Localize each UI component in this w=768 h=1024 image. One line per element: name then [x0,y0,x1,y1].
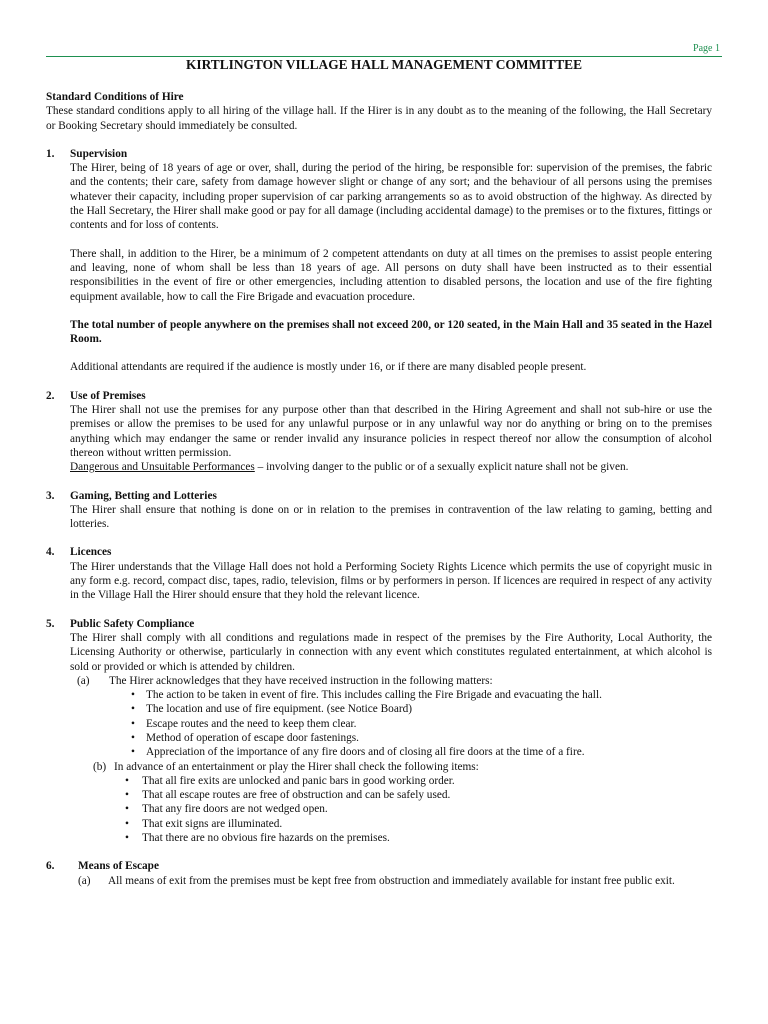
sub-item-label: (a) [77,674,90,687]
list-item: • That exit signs are illuminated. [125,817,283,830]
sub-item-text: In advance of an entertainment or play the Hirer shall check the following items: [114,760,479,773]
document-body [46,90,712,888]
list-item: • That all fire exits are unlocked and panic bars in good working order. [125,774,455,787]
paragraph-text: – involving danger to the public or of a sexually explicit nature shall not be given. [254,461,629,474]
section-number: 1. [46,147,55,160]
section-use-of-premises [46,389,712,475]
document-title: KIRTLINGTON VILLAGE HALL MANAGEMENT COMMITTEE [185,57,583,72]
sub-item-a [77,674,712,688]
list-item: • That any fire doors are not wedged open. [125,803,328,816]
section-licences [46,545,712,602]
list-item: • The action to be taken in event of fire. This includes calling the Fire Brigade and evacuating the hall. [131,689,602,702]
section-heading: Licences [70,546,112,559]
paragraph: Additional attendants are required if the audience is mostly under 16, or if there are many disabled people present. [70,361,587,374]
section-number: 2. [46,389,55,402]
section-number: 4. [46,546,55,559]
list-item: • Appreciation of the importance of any fire doors and of closing all fire doors at the time of a fire. [131,746,585,759]
sub-item-label: (b) [93,760,107,773]
sub-item-a [46,874,712,888]
section-public-safety [46,617,712,846]
paragraph: The Hirer shall not use the premises for any purpose other than that described in the Hiring Agreement and shall not sub-hire or use the premises or allow the premises to be used for any unlawful purpose or in any unlawful way nor do anything or bring on to the premises anything which may endanger the same or render invalid any insurance policies in respect thereof nor allow the consumption of alcohol thereon without written permission. [70,404,712,459]
section-number: 6. [46,860,55,873]
paragraph: The Hirer, being of 18 years of age or over, shall, during the period of the hiring, be responsible for: supervision of the premises, the fabric and the contents; their care, safety from damage however slight or change of any sort; and the behaviour of all persons using the premises whatever their capacity, including proper supervision of car parking arrangements so as to avoid obstruction of the highway. As directed by the Hall Secretary, the Hirer shall make good or pay for all damage (including accidental damage) to the premises or to the fixtures, fittings or contents and for loss of contents. [70,162,712,232]
sub-item-text: The Hirer acknowledges that they have received instruction in the following matters: [109,674,493,687]
sub-item-b [93,760,712,774]
intro-text: These standard conditions apply to all hiring of the village hall. If the Hirer is in any doubt as to the meaning of the following, the Hall Secretary or Booking Secretary should immediately be consulted. [46,105,712,132]
list-item: • Escape routes and the need to keep them clear. [131,717,357,730]
section-gaming [46,489,712,532]
underlined-term: Dangerous and Unsuitable Performances [70,461,255,474]
fire-instruction-list [108,688,712,759]
section-number: 3. [46,489,55,502]
section-heading: Gaming, Betting and Lotteries [70,489,217,502]
paragraph: There shall, in addition to the Hirer, be a minimum of 2 competent attendants on duty at all times on the premises to assist people entering and leaving, none of whom shall be less than 18 years of age. All persons on duty shall have been instructed as to their essential responsibilities in the event of fire or other emergencies, including attention to disabled persons, the location and use of the fire fighting equipment available, how to call the Fire Brigade and evacuation procedure. [70,247,712,303]
section-heading: Public Safety Compliance [70,617,195,630]
section-heading: Use of Premises [70,389,146,402]
list-item: • That all escape routes are free of obstruction and can be safely used. [125,789,451,802]
capacity-notice: The total number of people anywhere on the premises shall not exceed 200, or 120 seated, in the Main Hall and 35 seated in the Hazel Room. [70,318,712,346]
section-number: 5. [46,617,55,630]
paragraph: The Hirer shall comply with all conditions and regulations made in respect of the premises by the Fire Authority, Local Authority, the Licensing Authority or otherwise, particularly in connection with any event which constitutes regulated entertainment, at which alcohol is sold or provided or which is attended by children. [70,631,712,673]
paragraph [70,460,712,474]
section-heading: Means of Escape [78,860,159,873]
event-checklist [96,774,712,845]
page-number: Page 1 [693,43,720,54]
list-item: • Method of operation of escape door fastenings. [131,731,360,744]
sub-item-text: All means of exit from the premises must be kept free from obstruction and immediately available for instant free public exit. [108,874,675,887]
sub-item-label: (a) [78,874,91,887]
list-item: • That there are no obvious fire hazards on the premises. [125,832,390,845]
paragraph: The Hirer shall ensure that nothing is done on or in relation to the premises in contravention of the law relating to gaming, betting and lotteries. [70,503,712,531]
section-heading: Supervision [70,147,128,160]
intro-heading: Standard Conditions of Hire [46,91,184,103]
paragraph: The Hirer understands that the Village Hall does not hold a Performing Society Rights Licence which permits the use of copyright music in any form e.g. record, compact disc, tapes, radio, television, films or by performers in person. If licences are required in respect of any activity in the Village Hall the Hirer should ensure that they hold the relevant licence. [70,560,712,602]
section-means-of-escape [46,859,712,888]
section-supervision [46,147,712,375]
list-item: • The location and use of fire equipment. (see Notice Board) [131,703,413,716]
